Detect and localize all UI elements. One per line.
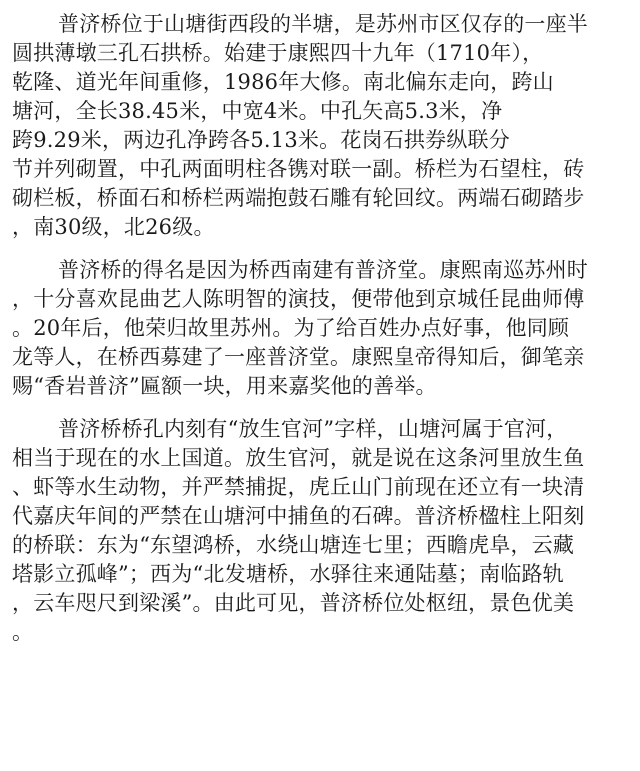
text-line: 赐“香岩普济”匾额一块，用来嘉奖他的善举。 xyxy=(12,374,437,398)
text-line: 乾隆、道光年间重修，1986年大修。南北偏东走向，跨山 xyxy=(12,70,554,94)
text-line: 跨9.29米，两边孔净跨各5.13米。花岗石拱券纵联分 xyxy=(12,128,510,152)
paragraph-bridge-description xyxy=(12,10,634,242)
text-line: 普济桥的得名是因为桥西南建有普济堂。康熙南巡苏州时 xyxy=(58,258,588,282)
text-line: 砌栏板，桥面石和桥栏两端抱鼓石雕有轮回纹。两端石砌踏步 xyxy=(12,186,585,210)
text-line: 塔影立孤峰”；西为“北发塘桥，水驿往来通陆墓；南临路轨 xyxy=(12,562,564,586)
text-line: 相当于现在的水上国道。放生官河，就是说在这条河里放生鱼 xyxy=(12,446,585,470)
text-line: 、虾等水生动物，并严禁捕捉，虎丘山门前现在还立有一块清 xyxy=(12,475,585,499)
text-line: 。 xyxy=(12,620,34,644)
text-line: 普济桥桥孔内刻有“放生官河”字样，山塘河属于官河， xyxy=(58,417,568,441)
paragraph-name-origin xyxy=(12,256,634,401)
paragraph-inscriptions xyxy=(12,415,634,647)
text-line: 的桥联：东为“东望鸿桥，水绕山塘连七里；西瞻虎阜，云藏 xyxy=(12,533,575,557)
text-line: 塘河，全长38.45米，中宽4米。中孔矢高5.3米，净 xyxy=(12,99,503,123)
text-line: ，南30级，北26级。 xyxy=(12,215,215,239)
text-line: 龙等人，在桥西募建了一座普济堂。康熙皇帝得知后，御笔亲 xyxy=(12,345,585,369)
text-line: 普济桥位于山塘街西段的半塘，是苏州市区仅存的一座半 xyxy=(58,12,588,36)
text-line: 节并列砌置，中孔两面明柱各镌对联一副。桥栏为石望柱，砖 xyxy=(12,157,585,181)
text-line: 圆拱薄墩三孔石拱桥。始建于康熙四十九年（1710年）， xyxy=(12,41,544,65)
text-line: 。20年后，他荣归故里苏州。为了给百姓办点好事，他同顾 xyxy=(12,316,570,340)
text-line: 代嘉庆年间的严禁在山塘河中捕鱼的石碑。普济桥楹柱上阳刻 xyxy=(12,504,585,528)
text-line: ，十分喜欢昆曲艺人陈明智的演技，便带他到京城任昆曲师傅 xyxy=(12,287,585,311)
text-line: ，云车咫尺到梁溪”。由此可见，普济桥位处枢纽，景色优美 xyxy=(12,591,575,615)
